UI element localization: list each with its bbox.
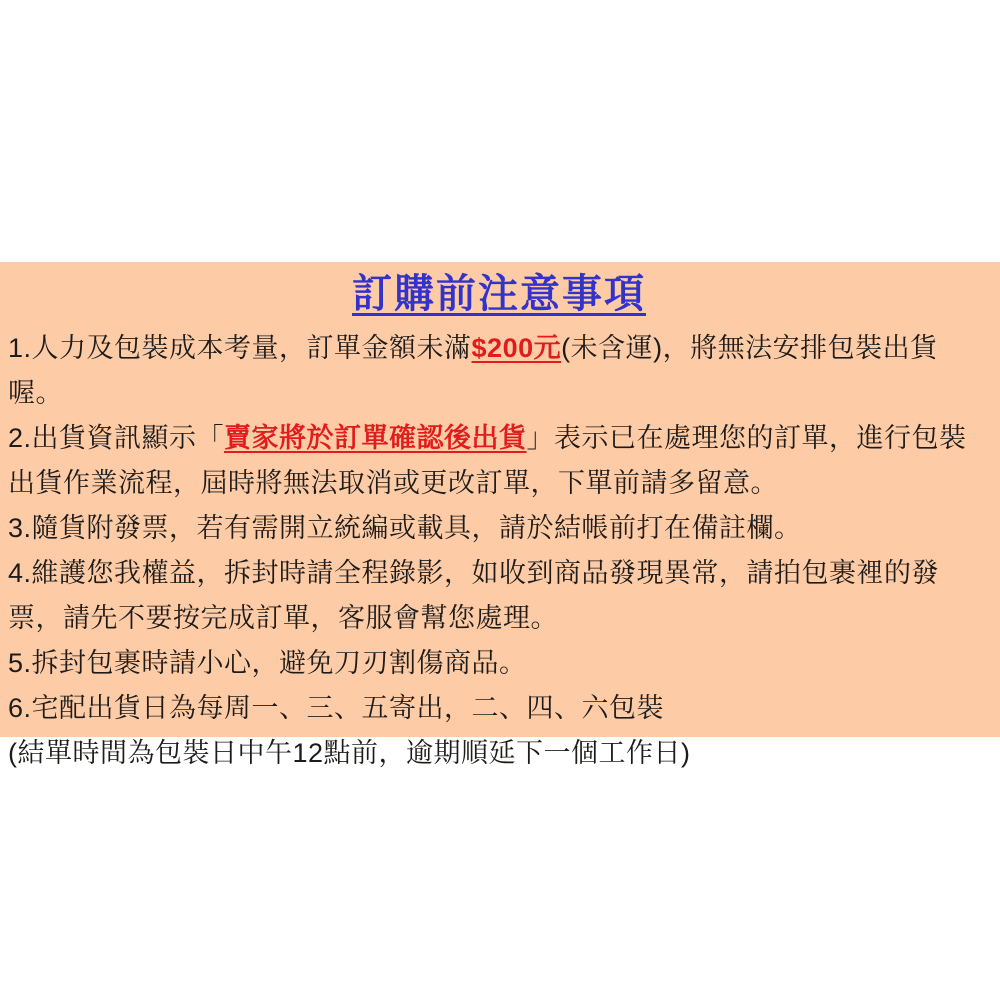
notice-item-2-text: 2.出貨資訊顯示「 (8, 423, 225, 453)
notice-item-6-note-text: (結單時間為包裝日中午12點前，逾期順延下一個工作日) (8, 738, 691, 768)
notice-item-2-text-end: 」表示已在處理您的訂單，進行包裝出貨作業流程，屆時將無法取消或更改訂單，下單前請多留意。 (8, 423, 967, 498)
notice-title: 訂購前注意事項 (352, 272, 646, 316)
notice-item-3-text: 3.隨貨附發票，若有需開立統編或載具，請於結帳前打在備註欄。 (8, 513, 802, 543)
notice-item-4-text: 4.維護您我權益，拆封時請全程錄影，如收到商品發現異常，請拍包裹裡的發票，請先不要按完成訂單，客服會幫您處理。 (8, 558, 940, 633)
notice-item-6 (8, 686, 990, 731)
notice-item-3 (8, 506, 990, 551)
notice-item-5 (8, 641, 990, 686)
notice-item-2-highlight-shipping-status: 賣家將於訂單確認後出貨 (224, 423, 527, 453)
notice-item-1-highlight-min-amount: $200元 (471, 333, 562, 363)
notice-item-2 (8, 416, 990, 506)
notice-item-5-text: 5.拆封包裹時請小心，避免刀刃割傷商品。 (8, 648, 527, 678)
notice-item-4 (8, 551, 990, 641)
notice-item-1 (8, 326, 990, 416)
notice-item-1-text: 1.人力及包裝成本考量，訂單金額未滿 (8, 333, 472, 363)
notice-item-6-note (8, 731, 990, 776)
notice-item-6-text: 6.宅配出貨日為每周一、三、五寄出，二、四、六包裝 (8, 693, 665, 723)
notice-band (0, 262, 1000, 768)
notice-item-1-text-end: (未含運)，將無法安排包裝出貨喔。 (8, 333, 938, 408)
